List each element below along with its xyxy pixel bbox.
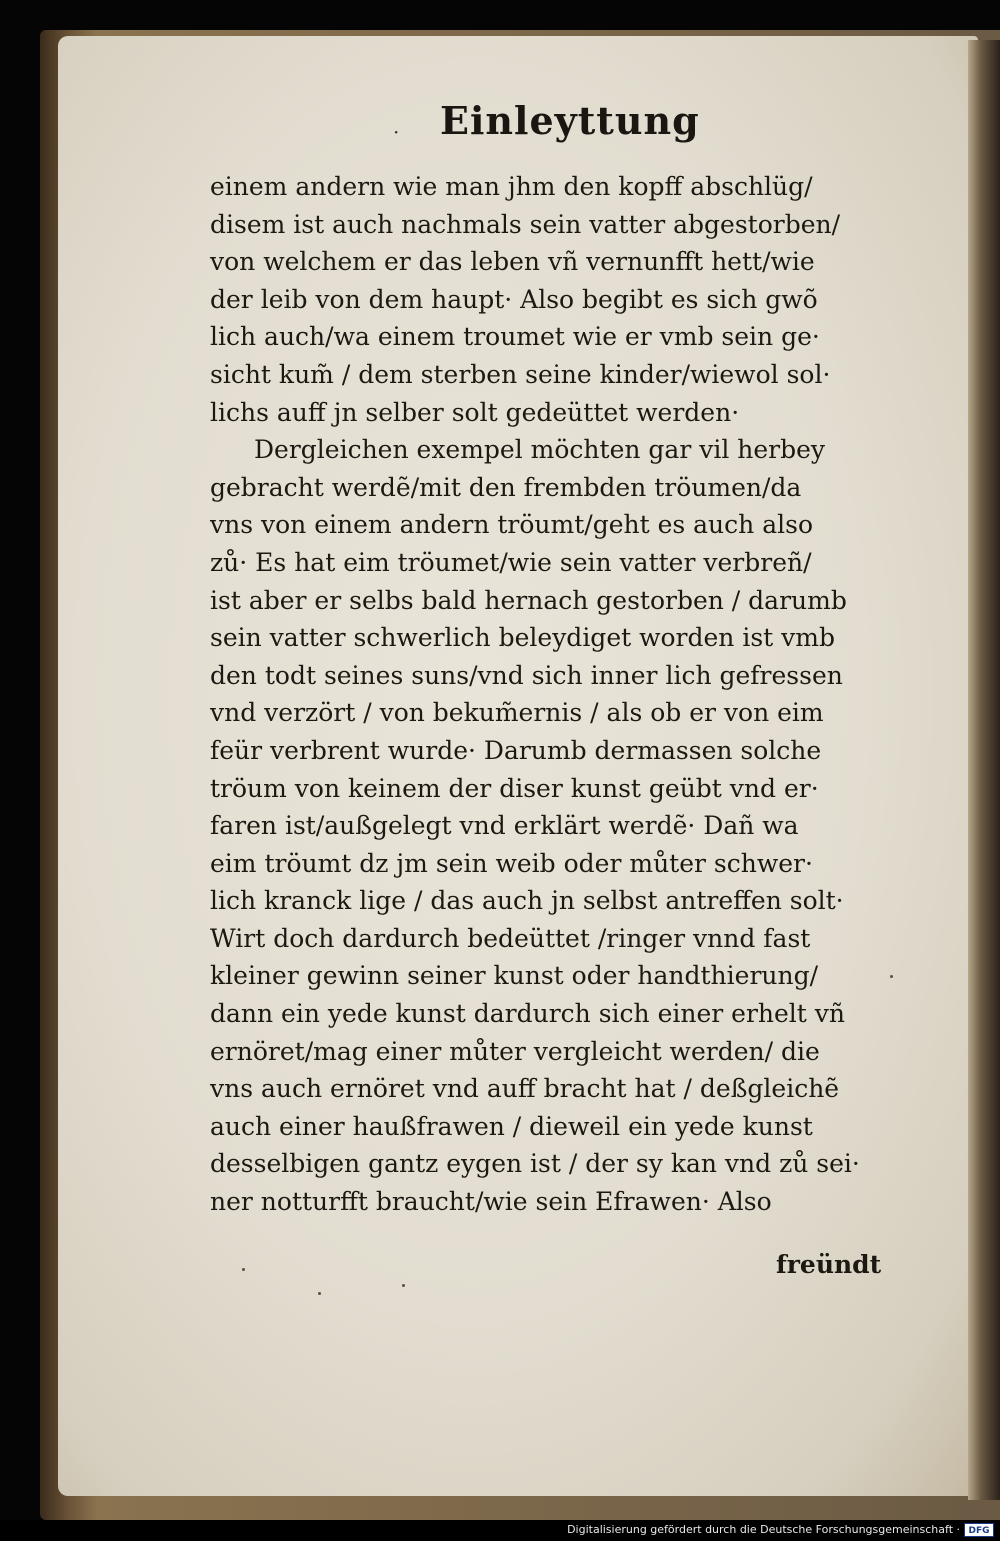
text-line: den todt seines suns/vnd sich inner lich gefressen	[210, 660, 843, 690]
text-line: feür verbrent wurde· Darumb dermassen solche	[210, 735, 822, 765]
text-line: vns von einem andern tröumt/geht es auch also	[210, 510, 813, 540]
page-body-text	[210, 168, 900, 1221]
text-line: Dergleichen exempel möchten gar vil herbey	[254, 435, 826, 465]
text-line: vnd verzört / von bekum̃ernis / als ob er von eim	[210, 698, 824, 728]
text-line: ist aber er selbs bald hernach gestorben / darumb	[210, 585, 847, 615]
text-line: eim tröumt dz jm sein weib oder můter schwer·	[210, 848, 813, 878]
text-line: tröum von keinem der diser kunst geübt vnd er·	[210, 773, 819, 803]
text-line: gebracht werdẽ/mit den frembden tröumen/da	[210, 472, 802, 502]
text-line: zů· Es hat eim tröumet/wie sein vatter verbreñ/	[210, 547, 812, 577]
running-heading: Einleyttung	[440, 98, 700, 143]
text-line: ernöret/mag einer můter vergleicht werden/ die	[210, 1036, 820, 1066]
text-line: der leib von dem haupt· Also begibt es sich gwõ	[210, 284, 818, 314]
text-line: auch einer haußfrawen / dieweil ein yede kunst	[210, 1111, 813, 1141]
text-line: disem ist auch nachmals sein vatter abgestorben/	[210, 209, 841, 239]
text-line: dann ein yede kunst dardurch sich einer erhelt vñ	[210, 999, 846, 1029]
text-line: sicht kum̃ / dem sterben seine kinder/wiewol sol·	[210, 359, 831, 389]
text-line: kleiner gewinn seiner kunst oder handthierung/	[210, 961, 819, 991]
footer-credit: Digitalisierung gefördert durch die Deutsche Forschungsgemeinschaft ·	[567, 1523, 960, 1536]
text-line: lich auch/wa einem troumet wie er vmb sein ge·	[210, 322, 820, 352]
ink-speck	[890, 975, 893, 978]
text-line: desselbigen gantz eygen ist / der sy kan vnd zů sei·	[210, 1149, 860, 1179]
text-line: ner notturfft braucht/wie sein Efrawen· Also	[210, 1187, 772, 1217]
text-line: sein vatter schwerlich beleydiget worden ist vmb	[210, 623, 835, 653]
text-line: einem andern wie man jhm den kopff abschlüg/	[210, 172, 813, 201]
text-line: Wirt doch dardurch bedeüttet /ringer vnnd fast	[210, 923, 811, 953]
text-line: vns auch ernöret vnd auff bracht hat / deßgleichẽ	[210, 1074, 840, 1104]
text-line: faren ist/außgelegt vnd erklärt werdẽ· Dañ wa	[210, 811, 799, 841]
text-line: von welchem er das leben vñ vernunfft hett/wie	[210, 247, 815, 277]
dfg-logo: DFG	[964, 1523, 994, 1537]
footer-bar	[0, 1520, 1000, 1541]
page-right-edge	[968, 40, 1000, 1500]
ink-speck	[402, 1284, 405, 1287]
heading-dot: ·	[393, 120, 400, 144]
ink-speck	[242, 1268, 245, 1271]
catchword: freündt	[776, 1250, 882, 1279]
text-line: lich kranck lige / das auch jn selbst antreffen solt·	[210, 886, 844, 916]
ink-speck	[318, 1292, 321, 1295]
text-line: lichs auff jn selber solt gedeüttet werden·	[210, 397, 740, 427]
